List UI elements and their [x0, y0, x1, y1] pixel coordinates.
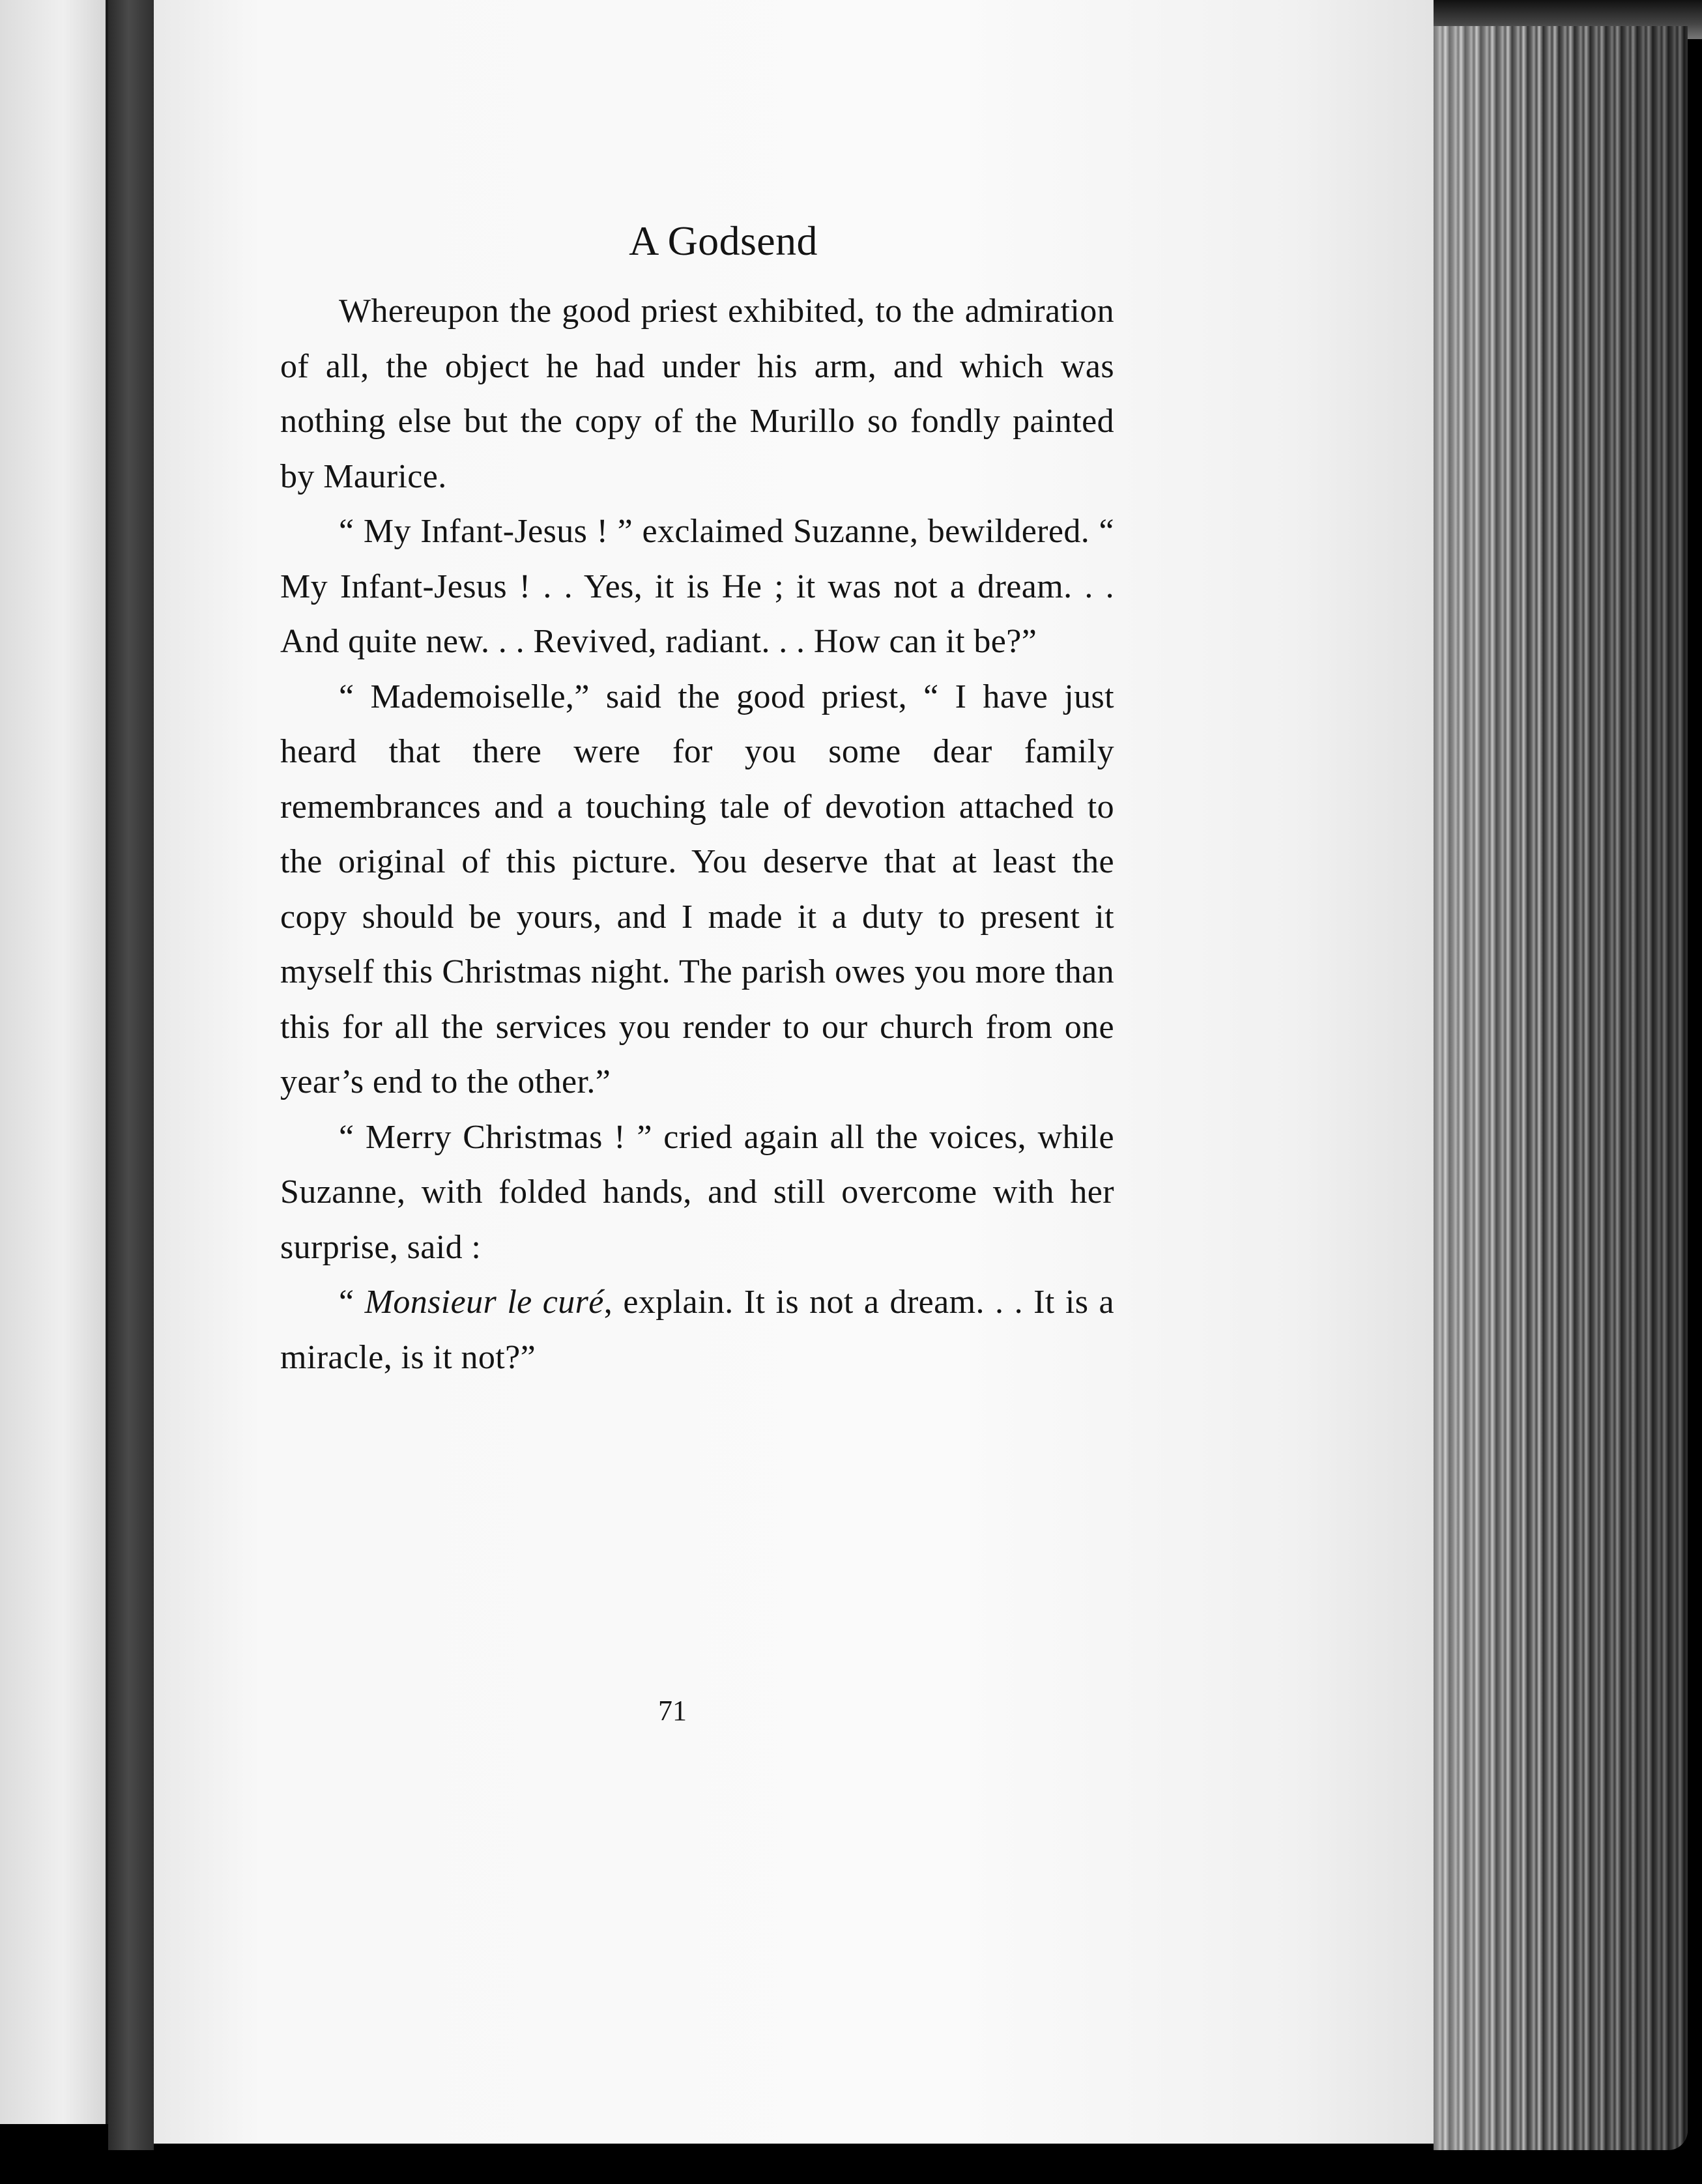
page-stack-shading — [1434, 26, 1688, 2150]
page-text-block — [280, 215, 1114, 1385]
paragraph-5 — [280, 1275, 1114, 1385]
paragraph-1: Whereupon the good priest exhibited, to the admiration of all, the object he had under his arm, and which was nothing else but the copy of the Murillo so fondly painted by Maurice. — [280, 293, 1114, 495]
italic-phrase: Monsieur le curé — [364, 1284, 604, 1321]
facing-page-edge — [0, 0, 108, 2124]
paragraph-3: “ Mademoiselle,” said the good priest, “ I have just heard that there were for you some dear family remembrances and a touching tale of devotion attached to the original of this picture. You deserve that at least the copy should be yours, and I made it a duty to present it myself this Christmas night. The parish owes you more than this for all the services you render to our church from one year’s end to the other.” — [280, 678, 1114, 1100]
page-number: 71 — [658, 1695, 687, 1727]
open-quote: “ — [339, 1284, 365, 1321]
book-gutter — [108, 0, 154, 2150]
paragraph-4: “ Merry Christmas ! ” cried again all the voices, while Suzanne, with folded hands, and still overcome with her surprise, said : — [280, 1118, 1114, 1266]
paragraph-5-rest: , explain. It is not a dream. . . It is a miracle, is it not?” — [280, 1284, 1114, 1376]
running-head: A Godsend — [629, 218, 818, 264]
paragraph-2: “ My Infant-Jesus ! ” exclaimed Suzanne, bewildered. “ My Infant-Jesus ! . . Yes, it is He ; it was not a dream. . . And quite new. . . Revived, radiant. . . How can it be?” — [280, 513, 1114, 660]
